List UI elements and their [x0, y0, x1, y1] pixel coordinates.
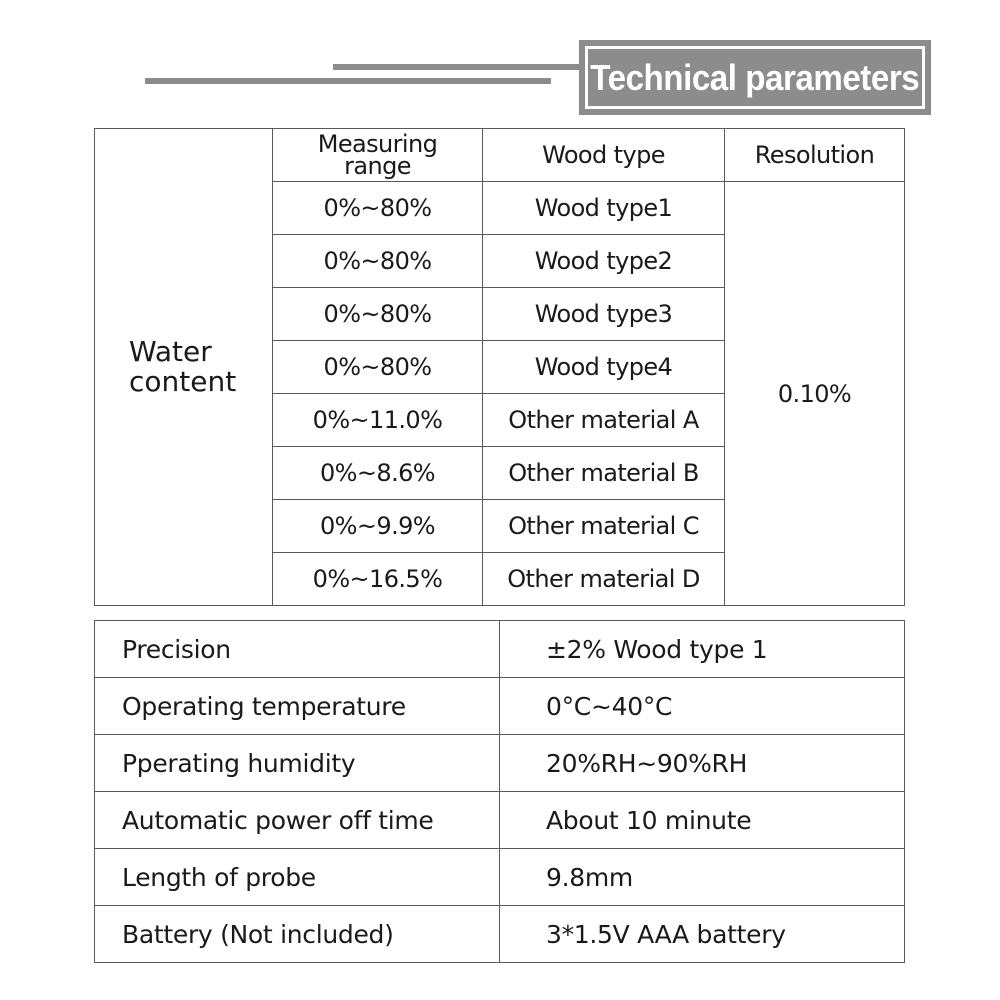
- table-row: [95, 849, 905, 906]
- spec-label: Operating temperature: [95, 678, 500, 735]
- range-cell: 0%~9.9%: [273, 500, 483, 553]
- spec-label: Automatic power off time: [95, 792, 500, 849]
- page-title: Technical parameters: [590, 56, 920, 98]
- spec-label: Battery (Not included): [95, 906, 500, 963]
- table-row: [95, 621, 905, 678]
- range-cell: 0%~80%: [273, 182, 483, 235]
- material-cell: Wood type2: [483, 235, 725, 288]
- range-cell: 0%~80%: [273, 341, 483, 394]
- specs-table: [94, 620, 905, 963]
- material-cell: Wood type3: [483, 288, 725, 341]
- spec-value: About 10 minute: [500, 792, 905, 849]
- table-row: [95, 735, 905, 792]
- spec-label: Precision: [95, 621, 500, 678]
- range-cell: 0%~16.5%: [273, 553, 483, 606]
- water-content-label-line2: content: [129, 365, 237, 398]
- material-cell: Other material D: [483, 553, 725, 606]
- material-cell: Other material B: [483, 447, 725, 500]
- header-resolution: Resolution: [725, 129, 905, 182]
- spec-value: 0°C~40°C: [500, 678, 905, 735]
- title-banner: [579, 40, 931, 115]
- header-measuring-range: [273, 129, 483, 182]
- range-cell: 0%~11.0%: [273, 394, 483, 447]
- range-cell: 0%~80%: [273, 288, 483, 341]
- header-wood-type: Wood type: [483, 129, 725, 182]
- header-decor-line-short: [333, 64, 583, 70]
- spec-value: ±2% Wood type 1: [500, 621, 905, 678]
- table-row: [95, 678, 905, 735]
- resolution-value: 0.10%: [725, 182, 905, 606]
- header-measuring-range-line2: range: [344, 152, 411, 180]
- spec-label: Pperating humidity: [95, 735, 500, 792]
- spec-value: 20%RH~90%RH: [500, 735, 905, 792]
- table-row: [95, 906, 905, 963]
- water-content-label-line1: Water: [129, 335, 212, 368]
- water-content-table: [94, 128, 905, 606]
- water-content-label: [95, 129, 273, 606]
- range-cell: 0%~80%: [273, 235, 483, 288]
- title-frame: [585, 46, 925, 109]
- spec-value: 3*1.5V AAA battery: [500, 906, 905, 963]
- header-measuring-range-line1: Measuring: [317, 130, 438, 158]
- range-cell: 0%~8.6%: [273, 447, 483, 500]
- spec-label: Length of probe: [95, 849, 500, 906]
- material-cell: Wood type4: [483, 341, 725, 394]
- material-cell: Wood type1: [483, 182, 725, 235]
- header-decor-line-long: [145, 78, 551, 84]
- material-cell: Other material A: [483, 394, 725, 447]
- spec-value: 9.8mm: [500, 849, 905, 906]
- table-header-row: [95, 129, 905, 182]
- material-cell: Other material C: [483, 500, 725, 553]
- table-row: [95, 792, 905, 849]
